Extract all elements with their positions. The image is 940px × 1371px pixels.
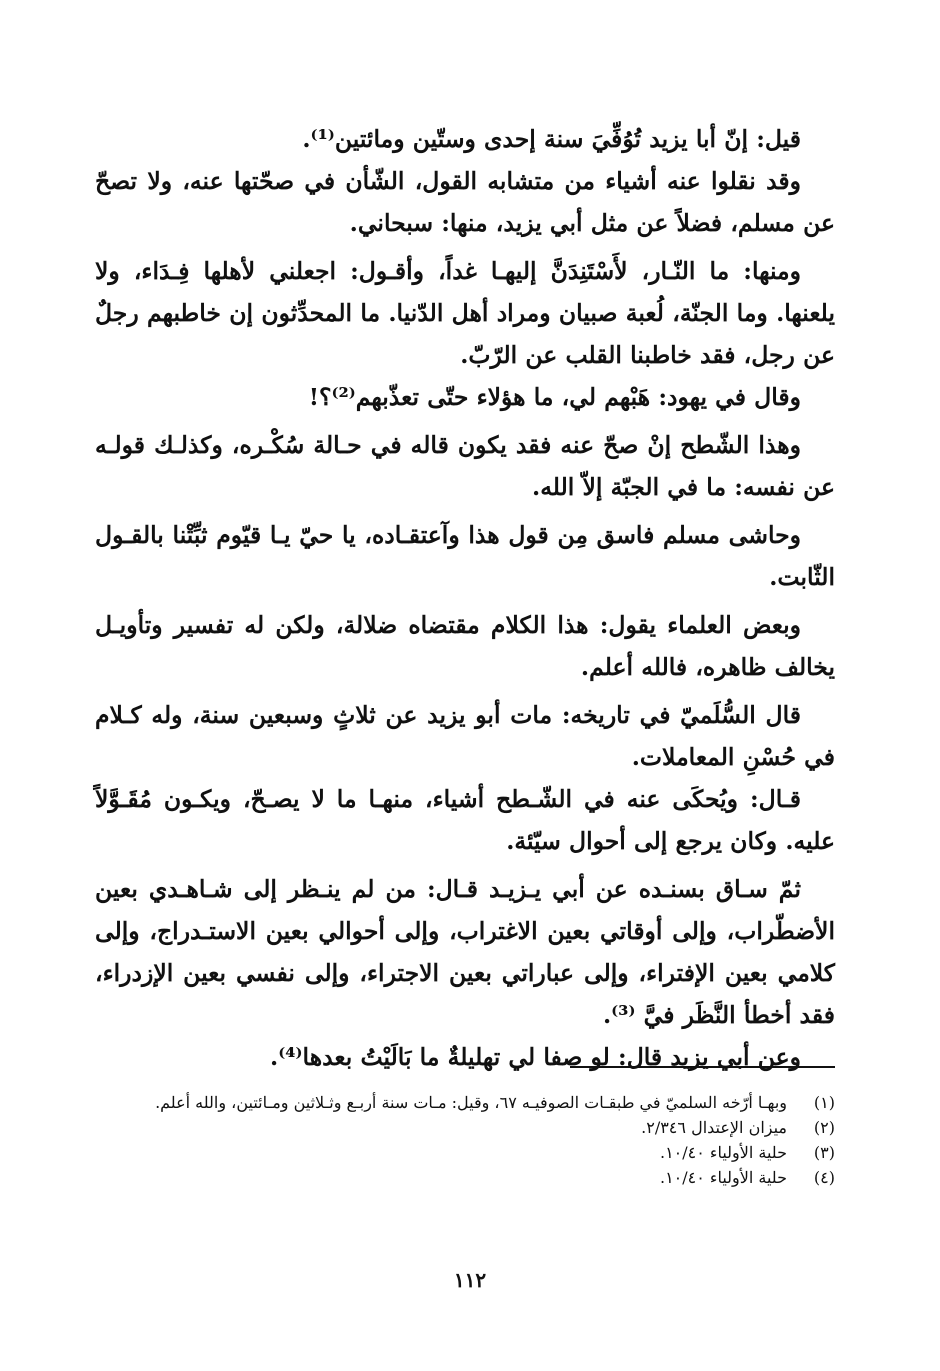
paragraph-8: قال السُّلَميّ في تاريخه: مات أبو يزيد عن ثلاثٍ وسبعين سنة، وله كـلام في حُسْنِ المعاملات. <box>95 701 835 771</box>
footnote-number: (١) <box>813 1093 835 1112</box>
footnote-3 <box>95 1140 835 1165</box>
footnote-1 <box>95 1090 835 1115</box>
footnote-text: ميزان الإعتدال ٢/٣٤٦. <box>641 1118 787 1137</box>
footnotes <box>95 1090 835 1190</box>
footnote-number: (٢) <box>813 1118 835 1137</box>
footnote-text: وبهـا أرّخه السلميّ في طبقـات الصوفيـه ٦٧، وقيل: مـات سنة أربـع وثـلاثين ومـائتين، والله أعلم. <box>155 1093 787 1112</box>
footnote-text: حلية الأولياء ١٠/٤٠. <box>659 1143 787 1162</box>
page-number: ١١٢ <box>453 1268 487 1292</box>
footnote-separator <box>570 1066 835 1068</box>
main-text <box>95 118 835 1078</box>
paragraph-5: وهذا الشّطح إنْ صحّ عنه فقد يكون قاله في حـالة سُكْـره، وكذلـك قولـه عن نفسه: ما في الجبّة إلاّ الله. <box>95 431 835 501</box>
footnote-text: حلية الأولياء ١٠/٤٠. <box>659 1168 787 1187</box>
footnote-number: (٣) <box>813 1143 835 1162</box>
footnote-number: (٤) <box>813 1168 835 1187</box>
paragraph-2: وقد نقلوا عنه أشياء من متشابه القول، الشّأن في صحّتها عنه، ولا تصحّ عن مسلم، فضلاً عن مثل أبي يزيد، منها: سبحاني. <box>95 167 835 237</box>
paragraph-6: وحاشى مسلم فاسق مِن قول هذا وآعتقـاده، يا حيّ يـا قيّوم ثبِّتْنا بالقـول الثّابت. <box>95 521 835 591</box>
paragraph-11: وعن أبي يزيد قال: لو صفا لي تهليلةٌ ما بَالَيْتُ بعدها⁽⁴⁾. <box>270 1043 801 1071</box>
page-body <box>95 118 835 1078</box>
paragraph-4: وقال في يهود: هَبْهم لي، ما هؤلاء حتّى تعذّبهم⁽²⁾؟! <box>308 383 801 411</box>
paragraph-9: قـال: ويُحكَى عنه في الشّـطح أشياء، منهـا ما لا يصـحّ، ويكـون مُقَـوَّلاً عليه. وكان يرجع إلى أحوال سيّئة. <box>95 785 835 855</box>
footnote-4 <box>95 1165 835 1190</box>
footnote-2 <box>95 1115 835 1140</box>
paragraph-1: قيل: إنّ أبا يزيد تُوُفِّيَ سنة إحدى وستّين ومائتين⁽¹⁾. <box>302 125 801 153</box>
paragraph-10: ثمّ سـاق بسنـده عن أبي يـزيـد قـال: من لم ينـظر إلى شـاهـدي بعين الأضطّراب، وإلى أوقاتي بعين الاغتراب، وإلى أحوالي بعين الاستـدراج، وإلى كلامي بعين الإفتراء، وإلى عباراتي بعين الاجتراء، وإلى نفسي بعين الإزدراء، فقد أخطأ النَّظَر فيَّ ⁽³⁾. <box>95 875 835 1029</box>
paragraph-3: ومنها: ما النّـار، لأَسْتَنِدَنَّ إليهـا غداً، وأقـول: اجعلني لأهلها فِـدَاء، ولا يلعنها. وما الجنّة، لُعبة صبيان ومراد أهل الدّنيا. ما المحدِّثون إن خاطبهم رجلٌ عن رجل، فقد خاطبنا القلب عن الرّبّ. <box>95 257 835 369</box>
paragraph-7: وبعض العلماء يقول: هذا الكلام مقتضاه ضلالة، ولكن له تفسير وتأويـل يخالف ظاهره، فالله أعلم. <box>95 611 835 681</box>
